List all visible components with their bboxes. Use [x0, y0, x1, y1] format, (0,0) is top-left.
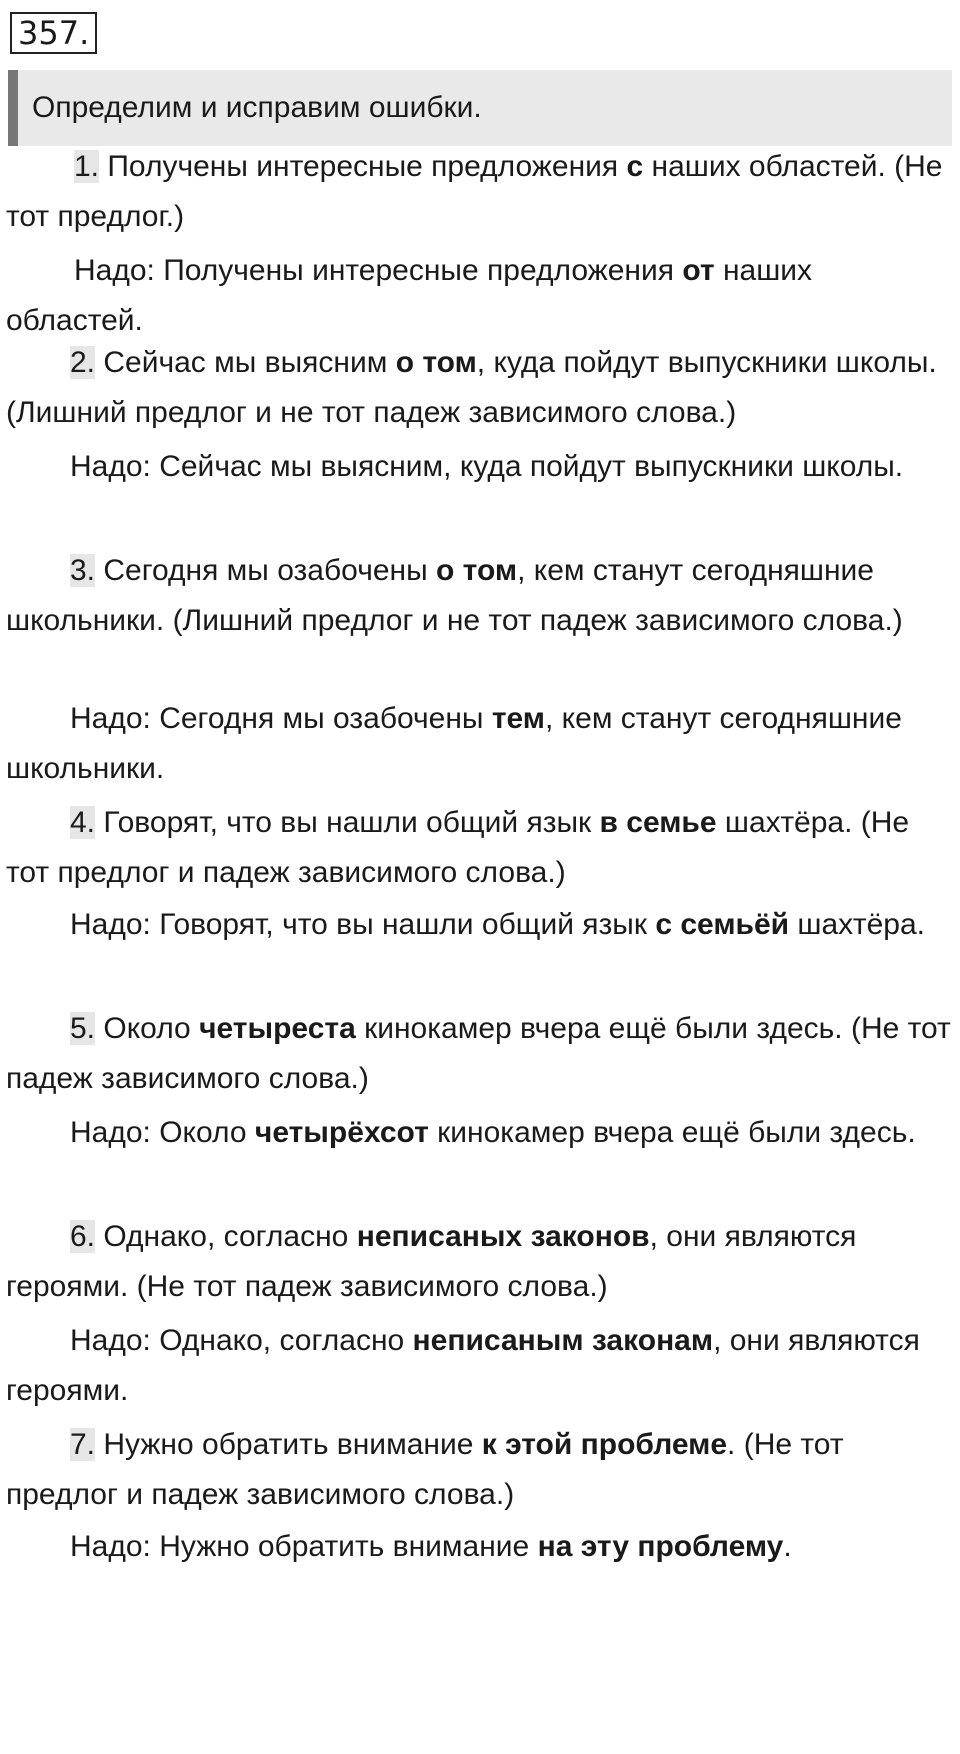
correction-text: , они являются героями.	[6, 1324, 920, 1407]
sentence-text: кинокамер вчера ещё были здесь. (Не тот падеж зависимого слова.)	[6, 1012, 951, 1095]
sentence-text: Однако, согласно	[95, 1220, 357, 1253]
corrected-word: неписаным законам	[412, 1324, 714, 1357]
correction-text: , кем станут сегодняшние школьники.	[6, 702, 902, 785]
sentence-text: шахтёра. (Не тот предлог и падеж зависимого слова.)	[6, 806, 910, 889]
sentence-text: Говорят, что вы нашли общий язык	[95, 806, 600, 839]
error-sentence-7	[6, 1420, 952, 1520]
correction-text: Надо: Однако, согласно	[70, 1324, 413, 1357]
correction-1	[6, 246, 952, 346]
correction-text: Надо: Нужно обратить внимание	[70, 1530, 538, 1563]
sentence-text: Около	[95, 1012, 200, 1045]
correction-7	[6, 1522, 952, 1572]
item-number: 1.	[74, 150, 100, 183]
error-sentence-1	[6, 142, 952, 242]
correction-text: Надо: Около	[70, 1116, 255, 1149]
error-sentence-6	[6, 1212, 952, 1312]
error-sentence-3	[6, 546, 952, 646]
item-number: 6.	[70, 1220, 96, 1253]
error-word: с	[626, 150, 644, 183]
sentence-text: Сейчас мы выясним	[95, 346, 396, 379]
sentence-text: , они являются героями. (Не тот падеж зависимого слова.)	[6, 1220, 857, 1303]
correction-6	[6, 1316, 952, 1416]
sentence-text: Получены интересные предложения	[99, 150, 627, 183]
item-number: 4.	[70, 806, 96, 839]
correction-text: наших областей.	[6, 254, 813, 337]
correction-4	[6, 900, 952, 950]
correction-2	[6, 442, 952, 492]
error-sentence-4	[6, 798, 952, 898]
error-word: в семье	[599, 806, 717, 839]
error-word: о том	[395, 346, 477, 379]
corrected-word: с семьёй	[655, 908, 790, 941]
error-word: неписаных законов	[356, 1220, 650, 1253]
corrected-word: на эту проблему	[537, 1530, 784, 1563]
sentence-text: . (Не тот предлог и падеж зависимого слова.)	[6, 1428, 844, 1511]
error-word: четыреста	[199, 1012, 356, 1045]
correction-text: Надо: Получены интересные предложения	[74, 254, 683, 287]
sentence-text: Нужно обратить внимание	[95, 1428, 482, 1461]
correction-text: Надо: Сейчас мы выясним, куда пойдут выпускники школы.	[70, 450, 904, 483]
error-word: к этой проблеме	[481, 1428, 728, 1461]
item-number: 2.	[70, 346, 96, 379]
item-number: 5.	[70, 1012, 96, 1045]
error-sentence-5	[6, 1004, 952, 1104]
corrected-word: от	[682, 254, 715, 287]
sentence-text: , куда пойдут выпускники школы. (Лишний предлог и не тот падеж зависимого слова.)	[6, 346, 937, 429]
correction-text: .	[783, 1530, 792, 1563]
error-sentence-2	[6, 338, 952, 438]
correction-text: Надо: Сегодня мы озабочены	[70, 702, 492, 735]
sentence-text: Сегодня мы озабочены	[95, 554, 436, 587]
item-number: 3.	[70, 554, 96, 587]
correction-5	[6, 1108, 952, 1158]
item-number: 7.	[70, 1428, 96, 1461]
correction-3	[6, 694, 952, 794]
corrected-word: тем	[491, 702, 546, 735]
correction-text: кинокамер вчера ещё были здесь.	[428, 1116, 916, 1149]
sentence-text: наших областей. (Не тот предлог.)	[6, 150, 943, 233]
exercise-number: 357.	[10, 12, 97, 54]
corrected-word: четырёхсот	[254, 1116, 429, 1149]
correction-text: Надо: Говорят, что вы нашли общий язык	[70, 908, 656, 941]
sentence-text: , кем станут сегодняшние школьники. (Лишний предлог и не тот падеж зависимого слова.)	[6, 554, 903, 637]
error-word: о том	[435, 554, 518, 587]
section-header: Определим и исправим ошибки.	[8, 70, 952, 146]
correction-text: шахтёра.	[789, 908, 925, 941]
